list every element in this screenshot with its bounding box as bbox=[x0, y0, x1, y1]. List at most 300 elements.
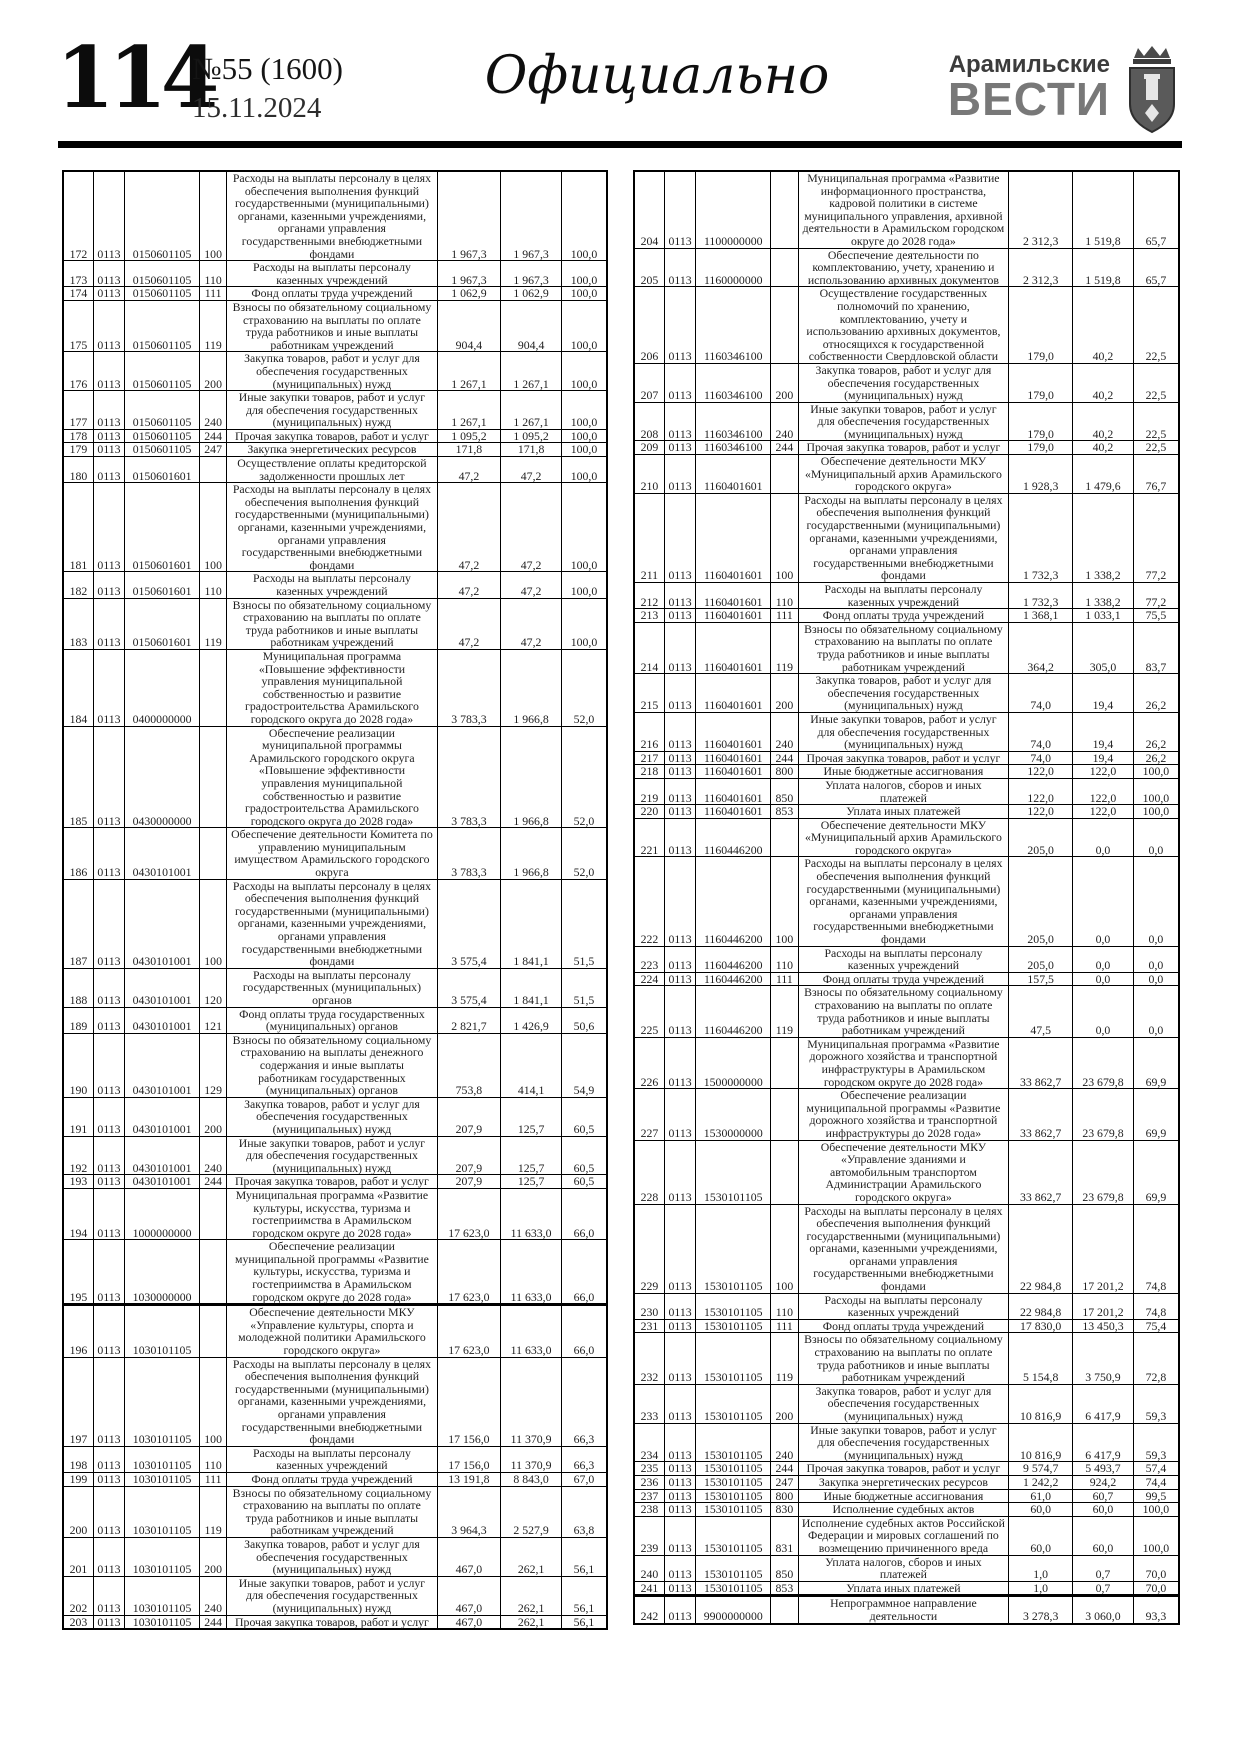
fact-amount-cell: 60,0 bbox=[1073, 1516, 1134, 1555]
name-cell: Расходы на выплаты персоналу казенных учреждений bbox=[227, 1446, 437, 1472]
name-cell: Уплата иных платежей bbox=[798, 805, 1009, 819]
fact-amount-cell: 0,7 bbox=[1073, 1581, 1134, 1596]
section-code-cell: 0113 bbox=[664, 751, 695, 765]
fact-amount-cell: 1 479,6 bbox=[1073, 455, 1134, 494]
plan-amount-cell: 179,0 bbox=[1009, 287, 1073, 364]
target-item-code-cell: 0150601105 bbox=[125, 261, 200, 287]
table-row bbox=[634, 1089, 1179, 1140]
section-code-cell: 0113 bbox=[664, 622, 695, 673]
row-number-cell: 178 bbox=[63, 429, 93, 443]
target-item-code-cell: 0150601105 bbox=[125, 287, 200, 301]
expense-type-code-cell: 247 bbox=[199, 443, 226, 457]
table-row bbox=[63, 1472, 607, 1486]
name-cell: Фонд оплаты труда учреждений bbox=[798, 609, 1009, 623]
table-row bbox=[634, 1319, 1179, 1333]
target-item-code-cell: 0430101001 bbox=[125, 1136, 200, 1175]
row-number-cell: 184 bbox=[63, 649, 93, 726]
table-row bbox=[634, 1293, 1179, 1319]
row-number-cell: 198 bbox=[63, 1446, 93, 1472]
target-item-code-cell: 1160446200 bbox=[696, 946, 771, 972]
expense-type-code-cell bbox=[771, 1596, 798, 1624]
percent-cell: 70,0 bbox=[1133, 1581, 1179, 1596]
expense-type-code-cell: 111 bbox=[199, 1472, 226, 1486]
table-row bbox=[634, 1333, 1179, 1384]
target-item-code-cell: 0430101001 bbox=[125, 1007, 200, 1033]
plan-amount-cell: 47,5 bbox=[1009, 986, 1073, 1037]
name-cell: Расходы на выплаты персоналу в целях обеспечения выполнения функций государственными (муниципальными) органами, казенными учреждениями, органами управления государственными внебюджетными фондами bbox=[227, 171, 437, 261]
target-item-code-cell: 1030101105 bbox=[125, 1305, 200, 1357]
percent-cell: 0,0 bbox=[1133, 857, 1179, 946]
plan-amount-cell: 207,9 bbox=[437, 1097, 501, 1136]
plan-amount-cell: 1 967,3 bbox=[437, 171, 501, 261]
section-code-cell: 0113 bbox=[664, 1140, 695, 1204]
row-number-cell: 218 bbox=[634, 765, 664, 779]
plan-amount-cell: 1 242,2 bbox=[1009, 1475, 1073, 1489]
fact-amount-cell: 3 750,9 bbox=[1073, 1333, 1134, 1384]
plan-amount-cell: 74,0 bbox=[1009, 674, 1073, 713]
row-number-cell: 235 bbox=[634, 1462, 664, 1476]
name-cell: Обеспечение деятельности Комитета по управлению муниципальным имуществом Арамильского городского округа bbox=[227, 828, 437, 879]
expense-type-code-cell bbox=[771, 1089, 798, 1140]
target-item-code-cell: 1160401601 bbox=[696, 778, 771, 804]
expense-type-code-cell: 240 bbox=[771, 402, 798, 441]
section-code-cell: 0113 bbox=[93, 1472, 124, 1486]
table-row bbox=[63, 352, 607, 391]
table-row bbox=[63, 1188, 607, 1239]
row-number-cell: 236 bbox=[634, 1475, 664, 1489]
target-item-code-cell: 0150601105 bbox=[125, 443, 200, 457]
table-row bbox=[634, 1140, 1179, 1204]
target-item-code-cell: 1030101105 bbox=[125, 1446, 200, 1472]
plan-amount-cell: 3 783,3 bbox=[437, 726, 501, 828]
brand-name-top: Арамильские bbox=[948, 51, 1110, 78]
section-code-cell: 0113 bbox=[664, 972, 695, 986]
fact-amount-cell: 6 417,9 bbox=[1073, 1384, 1134, 1423]
section-code-cell: 0113 bbox=[93, 1446, 124, 1472]
section-code-cell: 0113 bbox=[93, 649, 124, 726]
plan-amount-cell: 60,0 bbox=[1009, 1516, 1073, 1555]
table-row bbox=[634, 712, 1179, 751]
name-cell: Расходы на выплаты персоналу казенных учреждений bbox=[227, 261, 437, 287]
target-item-code-cell: 0430101001 bbox=[125, 968, 200, 1007]
section-code-cell: 0113 bbox=[664, 1503, 695, 1517]
name-cell: Взносы по обязательному социальному страхованию на выплаты по оплате труда работников и иные выплаты работникам учреждений bbox=[227, 1486, 437, 1537]
target-item-code-cell: 1160401601 bbox=[696, 765, 771, 779]
plan-amount-cell: 122,0 bbox=[1009, 805, 1073, 819]
table-row bbox=[634, 1475, 1179, 1489]
percent-cell: 60,5 bbox=[561, 1136, 607, 1175]
fact-amount-cell: 60,7 bbox=[1073, 1489, 1134, 1503]
row-number-cell: 219 bbox=[634, 778, 664, 804]
section-code-cell: 0113 bbox=[664, 986, 695, 1037]
table-row bbox=[63, 1576, 607, 1615]
row-number-cell: 204 bbox=[634, 171, 664, 248]
fact-amount-cell: 924,2 bbox=[1073, 1475, 1134, 1489]
name-cell: Прочая закупка товаров, работ и услуг bbox=[227, 429, 437, 443]
row-number-cell: 225 bbox=[634, 986, 664, 1037]
page-number: 114 bbox=[56, 28, 214, 127]
table-row bbox=[634, 402, 1179, 441]
plan-amount-cell: 157,5 bbox=[1009, 972, 1073, 986]
table-row bbox=[634, 674, 1179, 713]
plan-amount-cell: 1 732,3 bbox=[1009, 583, 1073, 609]
expense-type-code-cell: 200 bbox=[771, 363, 798, 402]
name-cell: Обеспечение реализации муниципальной программы «Развитие культуры, искусства, туризма и гостеприимства в Арамильском городском округе до 2028 года» bbox=[227, 1240, 437, 1305]
section-code-cell: 0113 bbox=[93, 300, 124, 351]
row-number-cell: 242 bbox=[634, 1596, 664, 1624]
expense-type-code-cell: 119 bbox=[771, 1333, 798, 1384]
percent-cell: 50,6 bbox=[561, 1007, 607, 1033]
target-item-code-cell: 1160401601 bbox=[696, 609, 771, 623]
section-code-cell: 0113 bbox=[664, 1319, 695, 1333]
percent-cell: 75,5 bbox=[1133, 609, 1179, 623]
table-row bbox=[634, 609, 1179, 623]
fact-amount-cell: 2 527,9 bbox=[501, 1486, 562, 1537]
table-row bbox=[634, 818, 1179, 857]
budget-execution-table-left bbox=[62, 170, 608, 1630]
section-code-cell: 0113 bbox=[664, 1423, 695, 1462]
table-row bbox=[634, 1204, 1179, 1293]
row-number-cell: 212 bbox=[634, 583, 664, 609]
percent-cell: 70,0 bbox=[1133, 1555, 1179, 1581]
expense-type-code-cell: 850 bbox=[771, 1555, 798, 1581]
row-number-cell: 186 bbox=[63, 828, 93, 879]
row-number-cell: 173 bbox=[63, 261, 93, 287]
section-code-cell: 0113 bbox=[93, 1136, 124, 1175]
name-cell: Фонд оплаты труда учреждений bbox=[227, 287, 437, 301]
target-item-code-cell: 1530101105 bbox=[696, 1319, 771, 1333]
target-item-code-cell: 0150601601 bbox=[125, 572, 200, 598]
table-row bbox=[63, 726, 607, 828]
row-number-cell: 215 bbox=[634, 674, 664, 713]
target-item-code-cell: 0430101001 bbox=[125, 1033, 200, 1097]
row-number-cell: 207 bbox=[634, 363, 664, 402]
fact-amount-cell: 122,0 bbox=[1073, 778, 1134, 804]
plan-amount-cell: 1 967,3 bbox=[437, 261, 501, 287]
table-row bbox=[63, 1007, 607, 1033]
target-item-code-cell: 0430000000 bbox=[125, 726, 200, 828]
table-row bbox=[634, 751, 1179, 765]
target-item-code-cell: 0150601105 bbox=[125, 429, 200, 443]
coat-of-arms-icon bbox=[1124, 46, 1180, 136]
percent-cell: 100,0 bbox=[561, 287, 607, 301]
percent-cell: 59,3 bbox=[1133, 1384, 1179, 1423]
row-number-cell: 175 bbox=[63, 300, 93, 351]
percent-cell: 26,2 bbox=[1133, 674, 1179, 713]
name-cell: Прочая закупка товаров, работ и услуг bbox=[227, 1175, 437, 1189]
name-cell: Закупка товаров, работ и услуг для обеспечения государственных (муниципальных) нужд bbox=[227, 352, 437, 391]
percent-cell: 66,3 bbox=[561, 1357, 607, 1446]
expense-type-code-cell: 830 bbox=[771, 1503, 798, 1517]
section-code-cell: 0113 bbox=[664, 363, 695, 402]
expense-type-code-cell: 110 bbox=[771, 1293, 798, 1319]
section-title: Официально bbox=[484, 46, 830, 106]
name-cell: Непрограммное направление деятельности bbox=[798, 1596, 1009, 1624]
percent-cell: 100,0 bbox=[1133, 1516, 1179, 1555]
expense-type-code-cell: 240 bbox=[199, 391, 226, 430]
name-cell: Муниципальная программа «Повышение эффективности управления муниципальной собственностью и развитие градостроительства Арамильского городского округа до 2028 года» bbox=[227, 649, 437, 726]
target-item-code-cell: 1030101105 bbox=[125, 1472, 200, 1486]
target-item-code-cell: 1030101105 bbox=[125, 1357, 200, 1446]
row-number-cell: 201 bbox=[63, 1537, 93, 1576]
table-row bbox=[634, 986, 1179, 1037]
target-item-code-cell: 1160401601 bbox=[696, 674, 771, 713]
percent-cell: 100,0 bbox=[1133, 778, 1179, 804]
row-number-cell: 209 bbox=[634, 441, 664, 455]
name-cell: Расходы на выплаты персоналу в целях обеспечения выполнения функций государственными (муниципальными) органами, казенными учреждениями, органами управления государственными внебюджетными фондами bbox=[798, 1204, 1009, 1293]
section-code-cell: 0113 bbox=[93, 1033, 124, 1097]
row-number-cell: 220 bbox=[634, 805, 664, 819]
section-code-cell: 0113 bbox=[664, 609, 695, 623]
percent-cell: 100,0 bbox=[561, 352, 607, 391]
fact-amount-cell: 122,0 bbox=[1073, 805, 1134, 819]
table-row bbox=[634, 972, 1179, 986]
table-row bbox=[63, 443, 607, 457]
expense-type-code-cell: 100 bbox=[771, 857, 798, 946]
name-cell: Исполнение судебных актов Российской Федерации и мировых соглашений по возмещению причиненного вреда bbox=[798, 1516, 1009, 1555]
name-cell: Взносы по обязательному социальному страхованию на выплаты денежного содержания и иные выплаты работникам государственных (муниципальных) органов bbox=[227, 1033, 437, 1097]
fact-amount-cell: 122,0 bbox=[1073, 765, 1134, 779]
section-code-cell: 0113 bbox=[664, 805, 695, 819]
row-number-cell: 179 bbox=[63, 443, 93, 457]
plan-amount-cell: 17 156,0 bbox=[437, 1357, 501, 1446]
expense-type-code-cell: 240 bbox=[199, 1136, 226, 1175]
fact-amount-cell: 47,2 bbox=[501, 457, 562, 483]
row-number-cell: 222 bbox=[634, 857, 664, 946]
name-cell: Муниципальная программа «Развитие информационного пространства, кадровой политики в системе муниципального управления, архивной деятельности в Арамильском городском округе до 2028 года» bbox=[798, 171, 1009, 248]
table-row bbox=[634, 1596, 1179, 1624]
section-code-cell: 0113 bbox=[664, 583, 695, 609]
fact-amount-cell: 47,2 bbox=[501, 598, 562, 649]
name-cell: Расходы на выплаты персоналу в целях обеспечения выполнения функций государственными (муниципальными) органами, казенными учреждениями, органами управления государственными внебюджетными фондами bbox=[227, 879, 437, 968]
name-cell: Прочая закупка товаров, работ и услуг bbox=[798, 441, 1009, 455]
fact-amount-cell: 0,0 bbox=[1073, 986, 1134, 1037]
target-item-code-cell: 0400000000 bbox=[125, 649, 200, 726]
row-number-cell: 240 bbox=[634, 1555, 664, 1581]
name-cell: Обеспечение деятельности по комплектованию, учету, хранению и использованию архивных документов bbox=[798, 248, 1009, 287]
table-row bbox=[634, 441, 1179, 455]
table-row bbox=[63, 598, 607, 649]
section-code-cell: 0113 bbox=[664, 1596, 695, 1624]
name-cell: Фонд оплаты труда учреждений bbox=[798, 1319, 1009, 1333]
percent-cell: 100,0 bbox=[561, 572, 607, 598]
name-cell: Обеспечение деятельности МКУ «Муниципальный архив Арамильского городского округа» bbox=[798, 818, 1009, 857]
percent-cell: 77,2 bbox=[1133, 493, 1179, 582]
expense-type-code-cell: 129 bbox=[199, 1033, 226, 1097]
fact-amount-cell: 40,2 bbox=[1073, 402, 1134, 441]
fact-amount-cell: 11 633,0 bbox=[501, 1240, 562, 1305]
row-number-cell: 239 bbox=[634, 1516, 664, 1555]
row-number-cell: 191 bbox=[63, 1097, 93, 1136]
target-item-code-cell: 1160446200 bbox=[696, 986, 771, 1037]
plan-amount-cell: 17 830,0 bbox=[1009, 1319, 1073, 1333]
fact-amount-cell: 1 519,8 bbox=[1073, 248, 1134, 287]
expense-type-code-cell: 100 bbox=[771, 493, 798, 582]
section-code-cell: 0113 bbox=[664, 674, 695, 713]
row-number-cell: 226 bbox=[634, 1037, 664, 1088]
target-item-code-cell: 1160401601 bbox=[696, 805, 771, 819]
name-cell: Иные закупки товаров, работ и услуг для обеспечения государственных (муниципальных) нужд bbox=[227, 391, 437, 430]
plan-amount-cell: 17 623,0 bbox=[437, 1240, 501, 1305]
plan-amount-cell: 179,0 bbox=[1009, 441, 1073, 455]
table-row bbox=[634, 857, 1179, 946]
table-row bbox=[63, 1446, 607, 1472]
section-code-cell: 0113 bbox=[664, 287, 695, 364]
section-code-cell: 0113 bbox=[664, 441, 695, 455]
row-number-cell: 188 bbox=[63, 968, 93, 1007]
fact-amount-cell: 1 267,1 bbox=[501, 352, 562, 391]
fact-amount-cell: 40,2 bbox=[1073, 287, 1134, 364]
expense-type-code-cell: 200 bbox=[771, 1384, 798, 1423]
name-cell: Взносы по обязательному социальному страхованию на выплаты по оплате труда работников и иные выплаты работникам учреждений bbox=[798, 1333, 1009, 1384]
name-cell: Расходы на выплаты персоналу в целях обеспечения выполнения функций государственными (муниципальными) органами, казенными учреждениями, органами управления государственными внебюджетными фондами bbox=[798, 857, 1009, 946]
plan-amount-cell: 205,0 bbox=[1009, 818, 1073, 857]
fact-amount-cell: 11 633,0 bbox=[501, 1305, 562, 1357]
row-number-cell: 197 bbox=[63, 1357, 93, 1446]
expense-type-code-cell: 200 bbox=[199, 1537, 226, 1576]
section-code-cell: 0113 bbox=[93, 572, 124, 598]
fact-amount-cell: 1 267,1 bbox=[501, 391, 562, 430]
section-code-cell: 0113 bbox=[93, 1357, 124, 1446]
expense-type-code-cell: 121 bbox=[199, 1007, 226, 1033]
fact-amount-cell: 40,2 bbox=[1073, 441, 1134, 455]
expense-type-code-cell: 244 bbox=[199, 1615, 226, 1629]
fact-amount-cell: 23 679,8 bbox=[1073, 1140, 1134, 1204]
target-item-code-cell: 0430101001 bbox=[125, 1097, 200, 1136]
name-cell: Уплата иных платежей bbox=[798, 1581, 1009, 1596]
section-code-cell: 0113 bbox=[664, 1516, 695, 1555]
name-cell: Взносы по обязательному социальному страхованию на выплаты по оплате труда работников и иные выплаты работникам учреждений bbox=[798, 986, 1009, 1037]
target-item-code-cell: 1030101105 bbox=[125, 1486, 200, 1537]
expense-type-code-cell: 853 bbox=[771, 805, 798, 819]
section-code-cell: 0113 bbox=[93, 968, 124, 1007]
plan-amount-cell: 3 783,3 bbox=[437, 828, 501, 879]
section-code-cell: 0113 bbox=[93, 1007, 124, 1033]
percent-cell: 100,0 bbox=[561, 443, 607, 457]
target-item-code-cell: 0430101001 bbox=[125, 879, 200, 968]
name-cell: Обеспечение деятельности МКУ «Муниципальный архив Арамильского городского округа» bbox=[798, 455, 1009, 494]
name-cell: Исполнение судебных актов bbox=[798, 1503, 1009, 1517]
expense-type-code-cell bbox=[771, 818, 798, 857]
table-row bbox=[63, 457, 607, 483]
percent-cell: 59,3 bbox=[1133, 1423, 1179, 1462]
percent-cell: 74,4 bbox=[1133, 1475, 1179, 1489]
percent-cell: 56,1 bbox=[561, 1576, 607, 1615]
table-row bbox=[634, 363, 1179, 402]
table-row bbox=[634, 455, 1179, 494]
row-number-cell: 217 bbox=[634, 751, 664, 765]
percent-cell: 75,4 bbox=[1133, 1319, 1179, 1333]
row-number-cell: 228 bbox=[634, 1140, 664, 1204]
table-row bbox=[634, 778, 1179, 804]
percent-cell: 83,7 bbox=[1133, 622, 1179, 673]
expense-type-code-cell: 244 bbox=[771, 1462, 798, 1476]
fact-amount-cell: 1 966,8 bbox=[501, 649, 562, 726]
plan-amount-cell: 74,0 bbox=[1009, 751, 1073, 765]
table-row bbox=[63, 1305, 607, 1357]
name-cell: Прочая закупка товаров, работ и услуг bbox=[227, 1615, 437, 1629]
row-number-cell: 238 bbox=[634, 1503, 664, 1517]
plan-amount-cell: 122,0 bbox=[1009, 765, 1073, 779]
expense-type-code-cell: 240 bbox=[199, 1576, 226, 1615]
section-code-cell: 0113 bbox=[93, 879, 124, 968]
table-row bbox=[63, 300, 607, 351]
target-item-code-cell: 9900000000 bbox=[696, 1596, 771, 1624]
table-row bbox=[63, 828, 607, 879]
plan-amount-cell: 1 368,1 bbox=[1009, 609, 1073, 623]
fact-amount-cell: 47,2 bbox=[501, 483, 562, 572]
fact-amount-cell: 904,4 bbox=[501, 300, 562, 351]
plan-amount-cell: 33 862,7 bbox=[1009, 1140, 1073, 1204]
table-row bbox=[63, 572, 607, 598]
table-row bbox=[63, 171, 607, 261]
plan-amount-cell: 47,2 bbox=[437, 483, 501, 572]
percent-cell: 100,0 bbox=[1133, 1503, 1179, 1517]
target-item-code-cell: 1160446200 bbox=[696, 972, 771, 986]
plan-amount-cell: 205,0 bbox=[1009, 946, 1073, 972]
percent-cell: 0,0 bbox=[1133, 986, 1179, 1037]
target-item-code-cell: 1160401601 bbox=[696, 712, 771, 751]
expense-type-code-cell: 850 bbox=[771, 778, 798, 804]
row-number-cell: 200 bbox=[63, 1486, 93, 1537]
section-code-cell: 0113 bbox=[93, 391, 124, 430]
percent-cell: 54,9 bbox=[561, 1033, 607, 1097]
expense-type-code-cell bbox=[199, 457, 226, 483]
target-item-code-cell: 1530101105 bbox=[696, 1503, 771, 1517]
target-item-code-cell: 0150601601 bbox=[125, 598, 200, 649]
fact-amount-cell: 11 370,9 bbox=[501, 1446, 562, 1472]
fact-amount-cell: 23 679,8 bbox=[1073, 1037, 1134, 1088]
fact-amount-cell: 1 841,1 bbox=[501, 879, 562, 968]
expense-type-code-cell bbox=[199, 1240, 226, 1305]
row-number-cell: 210 bbox=[634, 455, 664, 494]
plan-amount-cell: 3 575,4 bbox=[437, 968, 501, 1007]
target-item-code-cell: 0150601601 bbox=[125, 483, 200, 572]
target-item-code-cell: 0150601601 bbox=[125, 457, 200, 483]
row-number-cell: 199 bbox=[63, 1472, 93, 1486]
name-cell: Иные закупки товаров, работ и услуг для обеспечения государственных (муниципальных) нужд bbox=[798, 402, 1009, 441]
table-row bbox=[63, 1136, 607, 1175]
plan-amount-cell: 74,0 bbox=[1009, 712, 1073, 751]
name-cell: Расходы на выплаты персоналу казенных учреждений bbox=[798, 583, 1009, 609]
percent-cell: 99,5 bbox=[1133, 1489, 1179, 1503]
target-item-code-cell: 1530101105 bbox=[696, 1555, 771, 1581]
fact-amount-cell: 262,1 bbox=[501, 1615, 562, 1629]
plan-amount-cell: 47,2 bbox=[437, 598, 501, 649]
table-row bbox=[634, 1516, 1179, 1555]
table-row bbox=[634, 622, 1179, 673]
section-code-cell: 0113 bbox=[664, 712, 695, 751]
issue-number: №55 (1600) bbox=[192, 51, 343, 86]
section-code-cell: 0113 bbox=[664, 765, 695, 779]
row-number-cell: 224 bbox=[634, 972, 664, 986]
section-code-cell: 0113 bbox=[93, 1188, 124, 1239]
plan-amount-cell: 3 783,3 bbox=[437, 649, 501, 726]
target-item-code-cell: 0150601105 bbox=[125, 391, 200, 430]
name-cell: Взносы по обязательному социальному страхованию на выплаты по оплате труда работников и иные выплаты работникам учреждений bbox=[227, 300, 437, 351]
fact-amount-cell: 125,7 bbox=[501, 1136, 562, 1175]
plan-amount-cell: 179,0 bbox=[1009, 402, 1073, 441]
target-item-code-cell: 1530101105 bbox=[696, 1462, 771, 1476]
plan-amount-cell: 904,4 bbox=[437, 300, 501, 351]
plan-amount-cell: 467,0 bbox=[437, 1576, 501, 1615]
percent-cell: 100,0 bbox=[561, 261, 607, 287]
plan-amount-cell: 60,0 bbox=[1009, 1503, 1073, 1517]
expense-type-code-cell: 244 bbox=[199, 429, 226, 443]
target-item-code-cell: 0150601105 bbox=[125, 352, 200, 391]
expense-type-code-cell: 100 bbox=[199, 171, 226, 261]
table-row bbox=[63, 1615, 607, 1629]
